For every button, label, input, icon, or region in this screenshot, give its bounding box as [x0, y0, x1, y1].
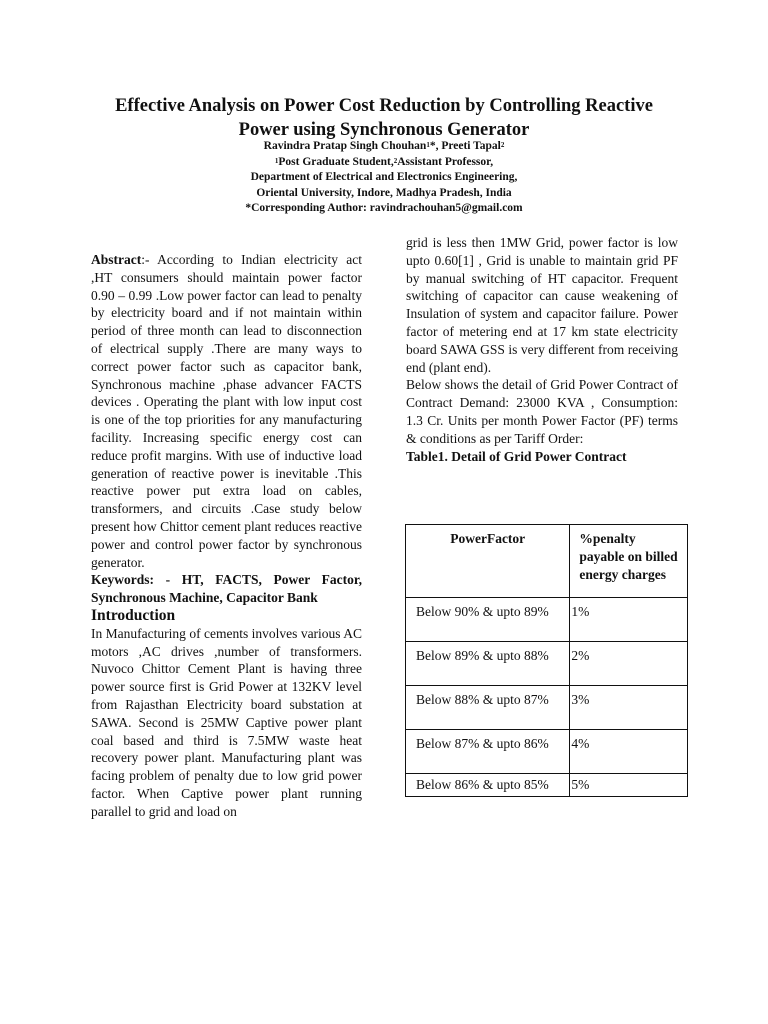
author-1-star: *, — [429, 140, 442, 152]
table-cell-range: Below 89% & upto 88% — [406, 642, 570, 686]
table-cell-range: Below 90% & upto 89% — [406, 598, 570, 642]
author-1-name: Ravindra Pratap Singh Chouhan — [263, 140, 427, 152]
table-row — [406, 598, 688, 642]
introduction-heading: Introduction — [91, 606, 176, 624]
left-column — [91, 251, 362, 821]
author-affiliation-roles — [60, 155, 708, 171]
table-header-powerfactor: PowerFactor — [406, 525, 570, 598]
right-paragraph-1: grid is less then 1MW Grid, power factor is low upto 0.60[1] , Grid is unable to maintain grid PF by manual switching of HT capacitor. Frequent switching of capacitor can cause weakening of Insulation of system and capacitor failure. Power factor of metering end at 17 km state electricity board SAWA GSS is very different from receiving end (plant end). — [406, 235, 678, 375]
affiliation-role-2: Assistant Professor, — [397, 155, 494, 168]
affiliation-role-1: Post Graduate Student, — [278, 155, 394, 168]
affiliation-sup-1: 1 — [274, 156, 279, 165]
right-column — [406, 234, 678, 465]
right-paragraph-2: Below shows the detail of Grid Power Contract of Contract Demand: 23000 KVA , Consumption: 1.3 Cr. Units per month Power Factor (PF) terms & conditions as per Tariff Order: — [406, 377, 678, 446]
title-line-1: Effective Analysis on Power Cost Reduction by Controlling Reactive — [115, 96, 653, 116]
author-1-sup: 1 — [426, 141, 430, 149]
affiliation-sup-2: 2 — [393, 156, 398, 165]
author-names — [60, 139, 708, 155]
table-row — [406, 730, 688, 774]
table-cell-penalty: 5% — [570, 774, 688, 797]
table-cell-range: Below 87% & upto 86% — [406, 730, 570, 774]
table-header-penalty: %penalty payable on billed energy charges — [570, 525, 688, 598]
keywords: Keywords: - HT, FACTS, Power Factor, Synchronous Machine, Capacitor Bank — [91, 572, 362, 606]
abstract-text: :- According to Indian electricity act ,HT consumers should maintain power factor 0.90 – 0.99 .Low power factor can lead to penalty by electricity board and if not maintain within period of three month can lead to disconnection of electrical supply .There are many ways to correct power factor such as capacitor bank, Synchronous machine ,phase advancer FACTS devices . Operating the plant with low input cost is one of the top priorities for any manufacturing facility. Increasing specific energy cost can reduce profit margins. With use of inductive load generation of reactive power is inevitable .This reactive power put extra load on cables, transformers, and circuits .Case study below present how Chittor cement plant reduces reactive power and control power factor by synchronous generator. — [91, 252, 362, 570]
abstract-paragraph — [91, 251, 362, 571]
table-cell-penalty: 3% — [570, 686, 688, 730]
introduction-paragraph: In Manufacturing of cements involves various AC motors ,AC drives ,number of transformers. Nuvoco Chittor Cement Plant is having three power source first is Grid Power at 132KV level from Rajasthan Electricity board substation at SAWA. Second is 25MW Captive power plant coal based and third is 7.5MW waste heat recovery power plant. Manufacturing plant was facing problem of penalty due to low grid power factor. When Captive power plant running parallel to grid and load on — [91, 625, 362, 819]
table-caption: Table1. Detail of Grid Power Contract — [406, 448, 627, 464]
grid-power-contract-table — [405, 524, 688, 797]
table-row — [406, 642, 688, 686]
author-department: Department of Electrical and Electronics Engineering, — [250, 171, 518, 183]
table-cell-penalty: 1% — [570, 598, 688, 642]
table-row — [406, 686, 688, 730]
table-cell-penalty: 2% — [570, 642, 688, 686]
author-2-sup: 2 — [500, 141, 505, 149]
author-block — [60, 139, 708, 217]
abstract-label: Abstract — [91, 252, 142, 267]
title-line-2: Power using Synchronous Generator — [238, 120, 530, 140]
corresponding-author: *Corresponding Author: ravindrachouhan5@gmail.com — [245, 202, 523, 214]
author-2-name: Preeti Tapal — [441, 140, 501, 152]
paper-title — [60, 94, 708, 142]
table-cell-penalty: 4% — [570, 730, 688, 774]
table-header-row — [406, 525, 688, 598]
table-cell-range: Below 86% & upto 85% — [406, 774, 570, 797]
table-row — [406, 774, 688, 797]
author-university: Oriental University, Indore, Madhya Pradesh, India — [256, 186, 512, 199]
table-cell-range: Below 88% & upto 87% — [406, 686, 570, 730]
